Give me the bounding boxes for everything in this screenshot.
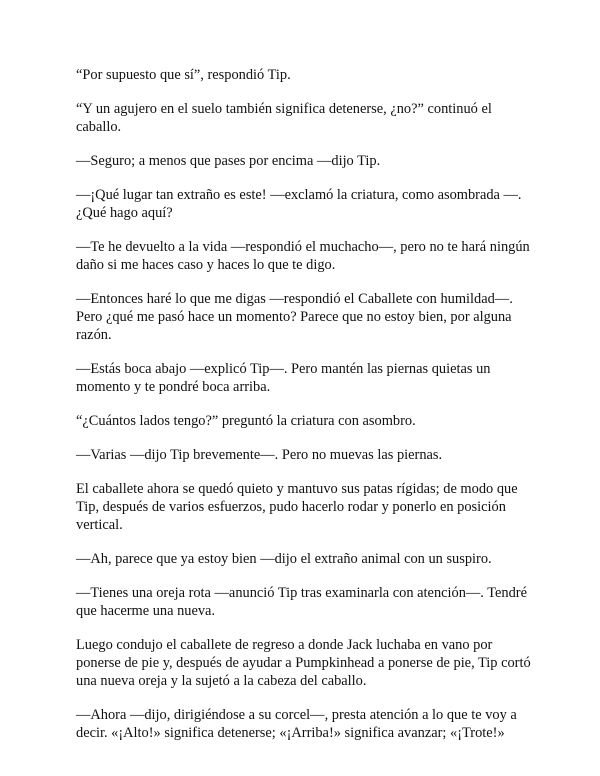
paragraph: “Por supuesto que sí”, respondió Tip. [76, 67, 291, 83]
paragraph: —Varias —dijo Tip brevemente—. Pero no muevas las piernas. [76, 447, 443, 463]
paragraph: Luego condujo el caballete de regreso a donde Jack luchaba en vano por ponerse de pie y, después de ayudar a Pumpkinhead a ponerse de pie, Tip cortó una nueva oreja y la sujetó a la cabeza del caballo. [76, 637, 531, 689]
paragraph: —Te he devuelto a la vida —respondió el muchacho—, pero no te hará ningún daño si me haces caso y haces lo que te digo. [76, 239, 530, 273]
paragraph: —Seguro; a menos que pases por encima —dijo Tip. [76, 153, 381, 169]
paragraph: —Ah, parece que ya estoy bien —dijo el extraño animal con un suspiro. [76, 551, 492, 567]
paragraph: —Ahora —dijo, dirigiéndose a su corcel—, presta atención a lo que te voy a decir. «¡Alto!» significa detenerse; «¡Arriba!» significa avanzar; «¡Trote!» [76, 707, 517, 741]
paragraph: El caballete ahora se quedó quieto y mantuvo sus patas rígidas; de modo que Tip, después de varios esfuerzos, pudo hacerlo rodar y ponerlo en posición vertical. [76, 481, 518, 533]
text-column [76, 66, 532, 758]
paragraph: “¿Cuántos lados tengo?” preguntó la criatura con asombro. [76, 413, 416, 429]
paragraph: —Entonces haré lo que me digas —respondió el Caballete con humildad—. Pero ¿qué me pasó hace un momento? Parece que no estoy bien, por alguna razón. [76, 291, 513, 343]
paragraph: —Tienes una oreja rota —anunció Tip tras examinarla con atención—. Tendré que hacerme una nueva. [76, 585, 527, 619]
paragraph: —¡Qué lugar tan extraño es este! —exclamó la criatura, como asombrada —. ¿Qué hago aquí? [76, 187, 522, 221]
paragraph: “Y un agujero en el suelo también significa detenerse, ¿no?” continuó el caballo. [76, 101, 492, 135]
paragraph: —Estás boca abajo —explicó Tip—. Pero mantén las piernas quietas un momento y te pondré boca arriba. [76, 361, 491, 395]
